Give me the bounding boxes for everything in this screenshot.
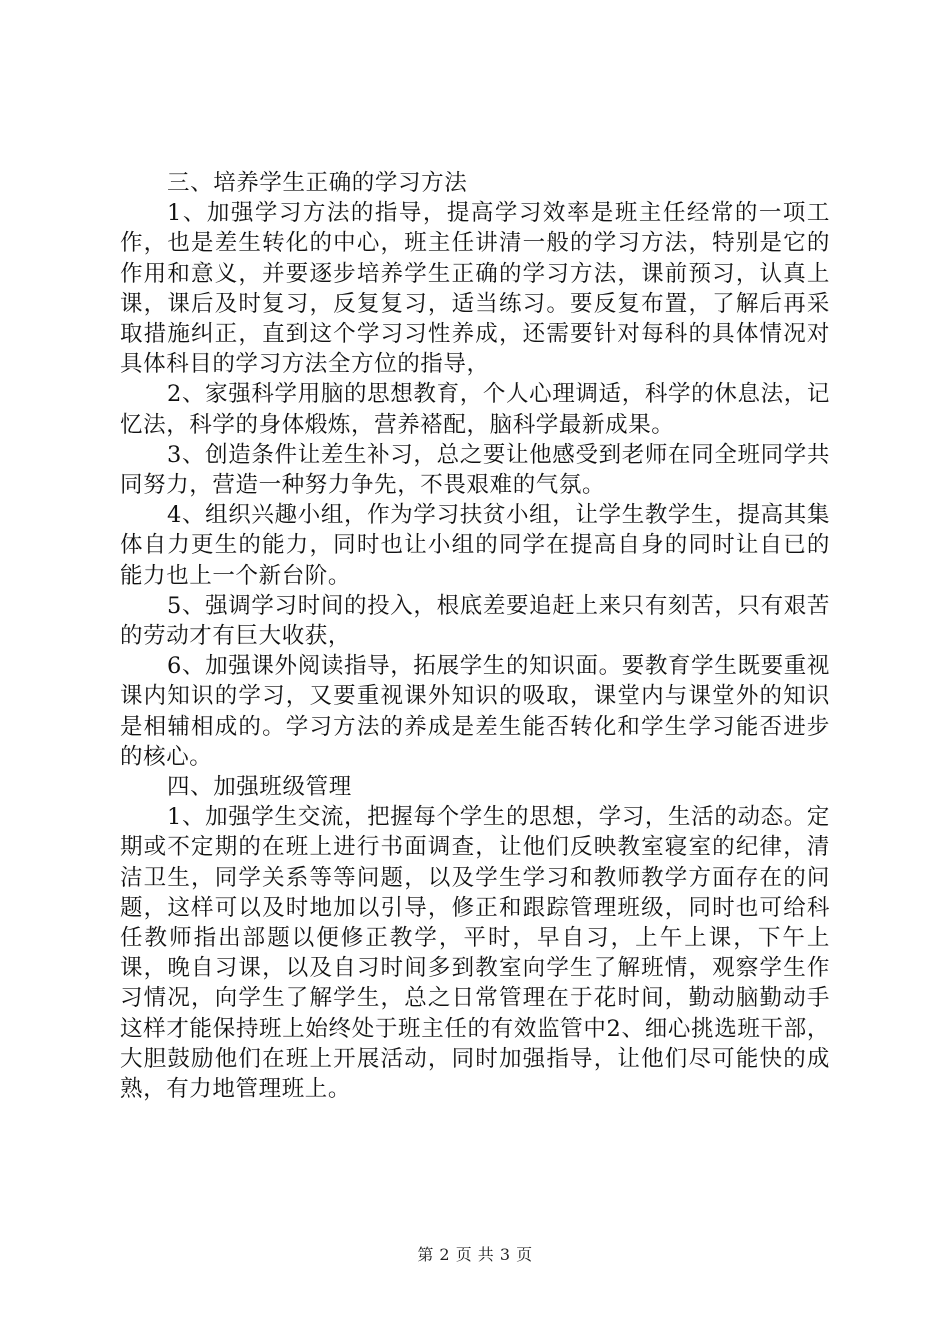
document-body xyxy=(120,168,830,1104)
paragraph-5: 5、强调学习时间的投入，根底差要追赶上来只有刻苦，只有艰苦的劳动才有巨大收获， xyxy=(120,592,830,650)
section-heading-4: 四、加强班级管理 xyxy=(167,774,352,801)
paragraph-4: 4、组织兴趣小组，作为学习扶贫小组，让学生教学生，提高其集体自力更生的能力，同时也让小组的同学在提高自身的同时让自已的能力也上一个新台阶。 xyxy=(120,502,830,589)
section-heading-3: 三、培养学生正确的学习方法 xyxy=(167,170,468,196)
paragraph-class-management-1: 1、加强学生交流，把握每个学生的思想，学习，生活的动态。定期或不定期的在班上进行书面调查，让他们反映教室寝室的纪律，清洁卫生，同学关系等等问题，以及学生学习和教师教学方面存在的问题，这样可以及时地加以引导，修正和跟踪管理班级，同时也可给科任教师指出部题以便修正教学，平时，早自习，上午上课，下午上课，晚自习课，以及自习时间多到教室向学生了解班情，观察学生作习情况，向学生了解学生，总之日常管理在于花时间，勤动脑勤动手这样才能保持班上始终处于班主任的有效监管中2、细心挑选班干部，大胆鼓励他们在班上开展活动，同时加强指导，让他们尽可能快的成熟，有力地管理班上。 xyxy=(120,804,830,1103)
paragraph-1: 1、加强学习方法的指导，提高学习效率是班主任经常的一项工作，也是差生转化的中心，班主任讲清一般的学习方法，特别是它的作用和意义，并要逐步培养学生正确的学习方法，课前预习，认真上课，课后及时复习，反复复习，适当练习。要反复布置，了解后再采取措施纠正，直到这个学习习性养成，还需要针对每科的具体情况对具体科目的学习方法全方位的指导， xyxy=(120,200,830,378)
paragraph-6: 6、加强课外阅读指导，拓展学生的知识面。要教育学生既要重视课内知识的学习，又要重视课外知识的吸取，课堂内与课堂外的知识是相辅相成的。学习方法的养成是差生能否转化和学生学习能否进步的核心。 xyxy=(120,653,830,770)
page-number-footer: 第 2 页 共 3 页 xyxy=(417,1245,533,1264)
paragraph-2: 2、家强科学用脑的思想教育，个人心理调适，科学的休息法，记忆法，科学的身体煅炼，营养褡配，脑科学最新成果。 xyxy=(120,381,830,438)
paragraph-3: 3、创造条件让差生补习，总之要让他感受到老师在同全班同学共同努力，营造一种努力争先，不畏艰难的气氛。 xyxy=(120,441,830,499)
